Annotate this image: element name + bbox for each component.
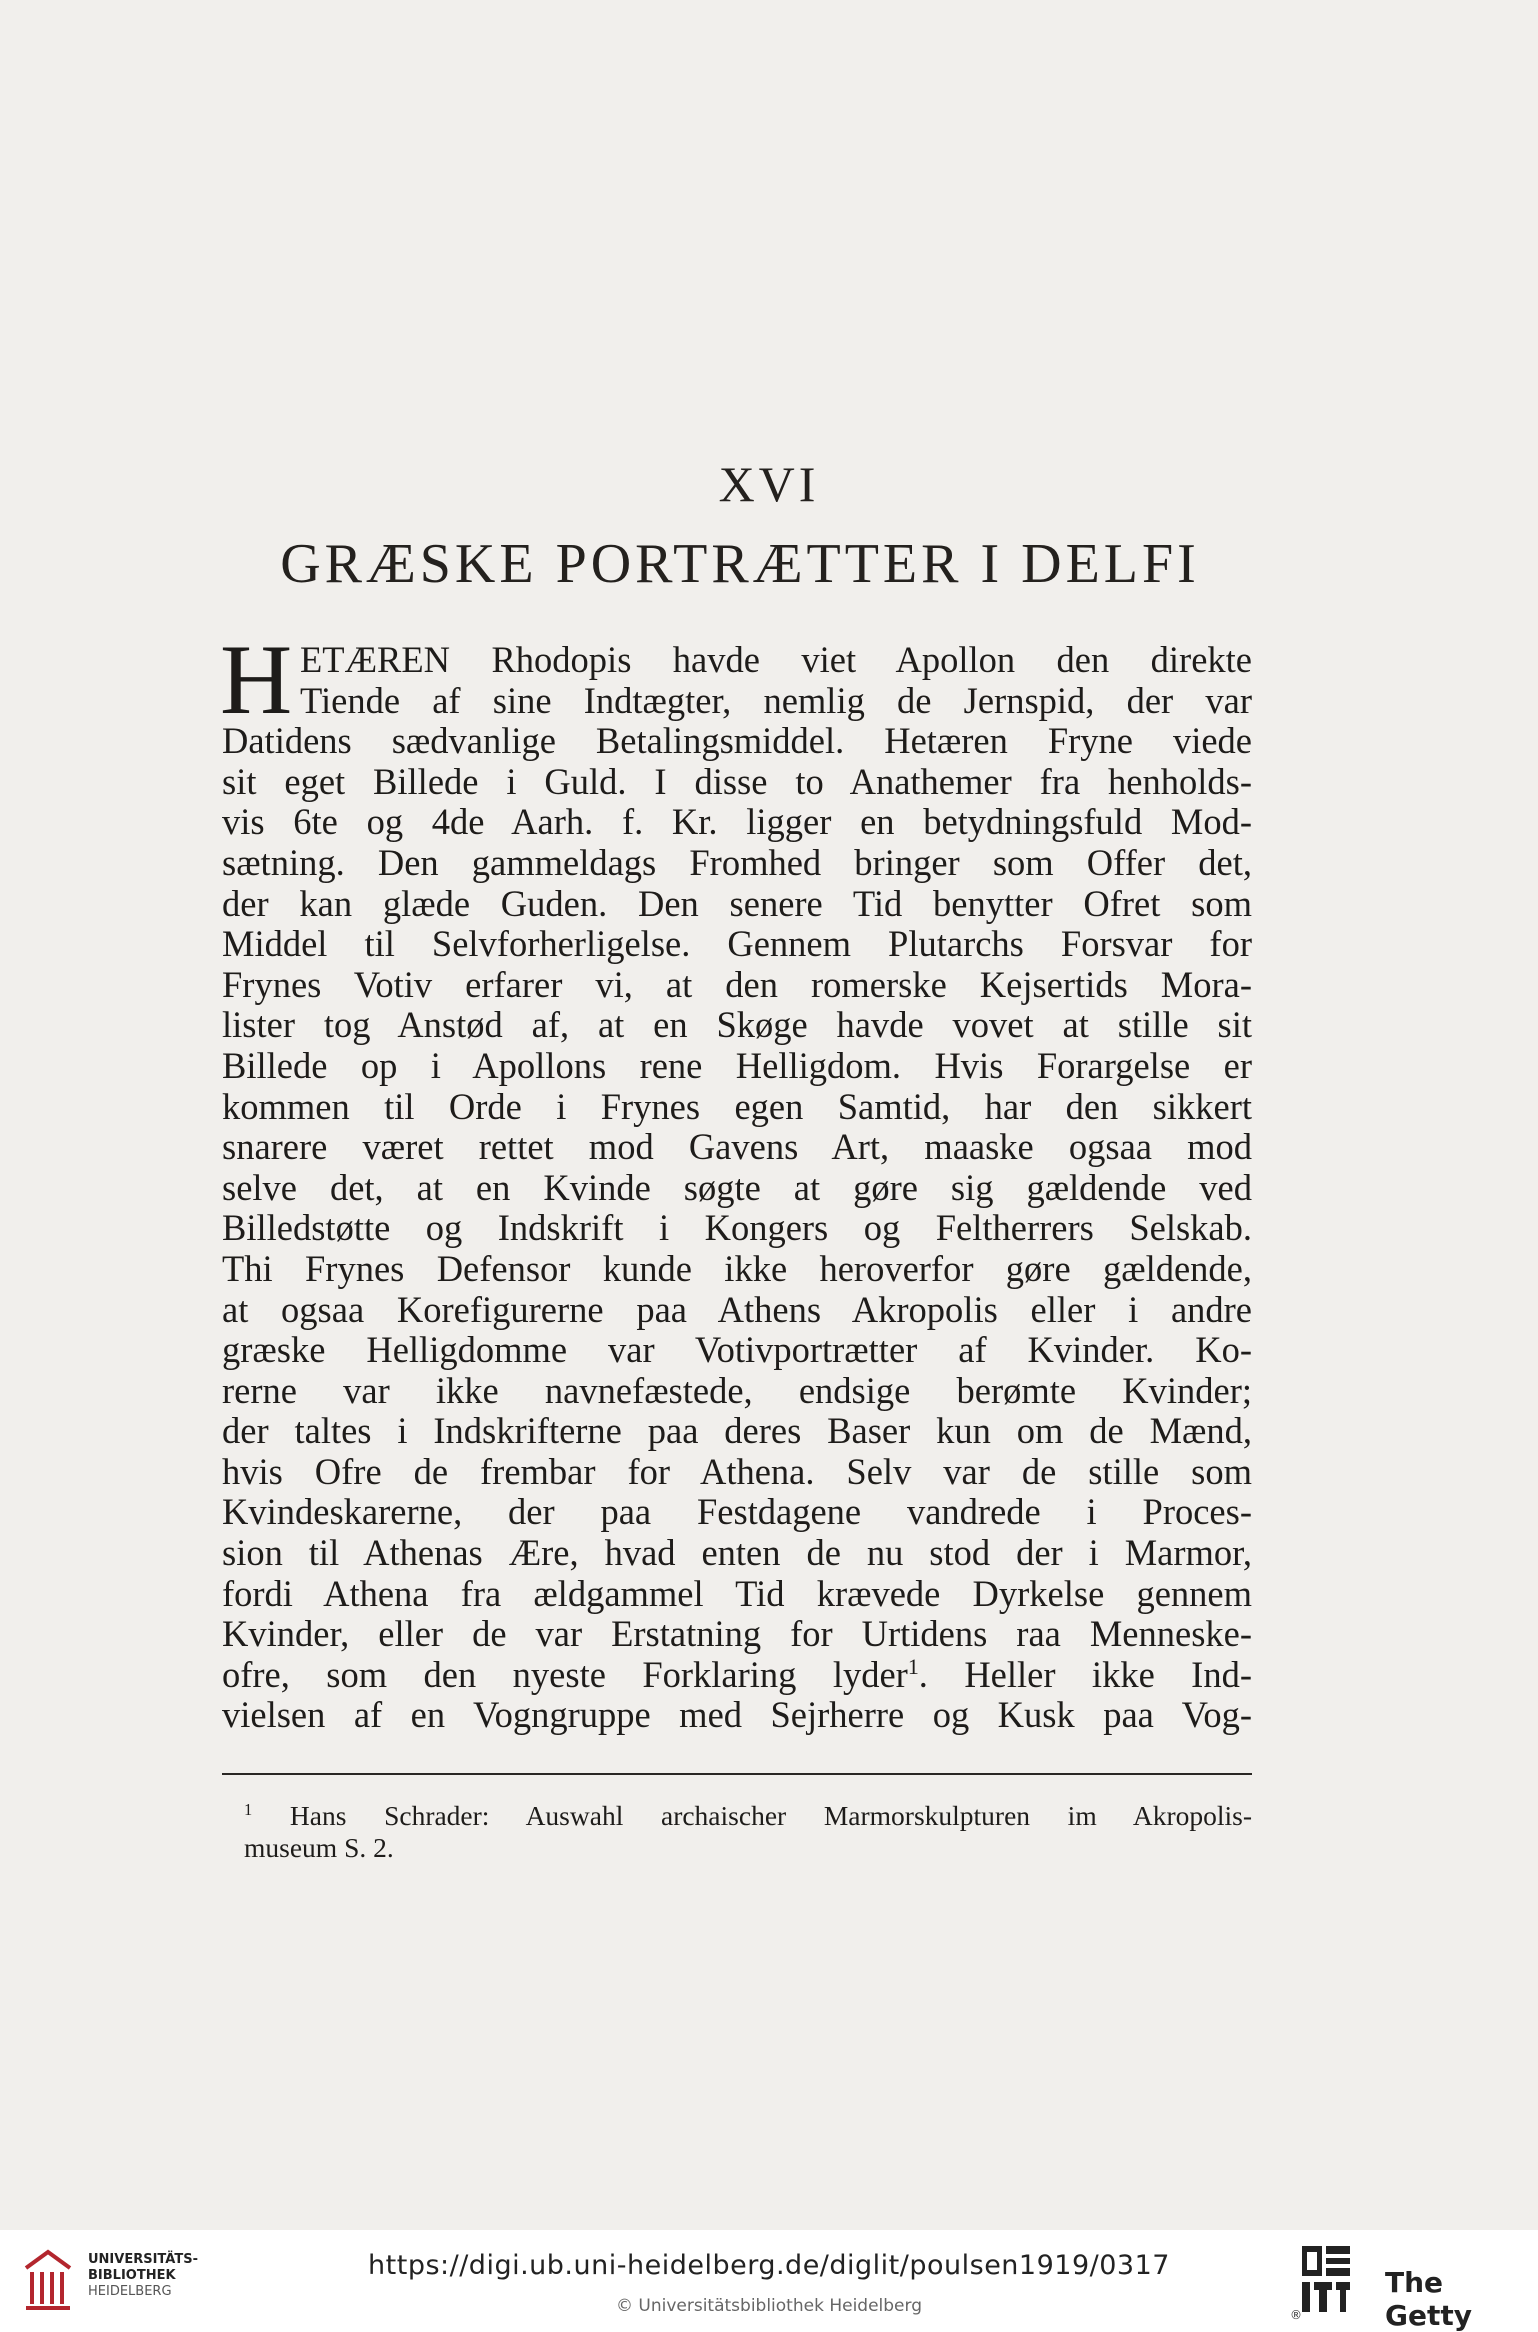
text-segment: ofre, som den nyeste Forklaring lyder xyxy=(222,1653,908,1695)
getty-logo-icon[interactable] xyxy=(1296,2242,1356,2316)
text-line: sætning. Den gammeldags Fromhed bringer som Offer det, xyxy=(222,841,1252,883)
partner-name: The Getty xyxy=(1385,2266,1472,2332)
chapter-number: XVI xyxy=(718,456,820,512)
copyright-notice: © Universitätsbibliothek Heidelberg xyxy=(615,2296,922,2316)
footnote-line: museum S. 2. xyxy=(244,1832,394,1863)
text-line: Kvindeskarerne, der paa Festdagene vandrede i Proces- xyxy=(222,1491,1252,1533)
text-line: Frynes Votiv erfarer vi, at den romerske Kejsertids Mora- xyxy=(222,963,1252,1005)
text-line: vielsen af en Vogngruppe med Sejrherre og Kusk paa Vog- xyxy=(222,1694,1252,1736)
text-line: der taltes i Indskrifterne paa deres Baser kun om de Mænd, xyxy=(222,1410,1252,1452)
library-name-line: BIBLIOTHEK xyxy=(88,2268,176,2283)
text-line: Thi Frynes Defensor kunde ikke heroverfor gøre gældende, xyxy=(222,1247,1252,1289)
footnote-divider xyxy=(222,1773,1252,1775)
text-line: rerne var ikke navnefæstede, endsige berømte Kvinder; xyxy=(222,1369,1252,1411)
text-line: selve det, at en Kvinde søgte at gøre sig gældende ved xyxy=(222,1166,1252,1208)
body-text xyxy=(220,624,1252,1736)
text-line: der kan glæde Guden. Den senere Tid benytter Ofret som xyxy=(222,882,1252,924)
footnote xyxy=(244,1800,1252,1864)
text-line: lister tog Anstød af, at en Skøge havde vovet at stille sit xyxy=(222,1004,1252,1046)
text-line: vis 6te og 4de Aarh. f. Kr. ligger en betydningsfuld Mod- xyxy=(222,801,1252,843)
text-line: Billedstøtte og Indskrift i Kongers og Feltherrers Selskab. xyxy=(222,1207,1252,1249)
text-line: fordi Athena fra ældgammel Tid krævede Dyrkelse gennem xyxy=(222,1572,1252,1614)
text-line: Middel til Selvforherligelse. Gennem Plutarchs Forsvar for xyxy=(222,923,1252,965)
registered-mark: ® xyxy=(1290,2308,1302,2322)
text-line: græske Helligdomme var Votivportrætter af Kvinder. Ko- xyxy=(222,1329,1252,1371)
text-line: Tiende af sine Indtægter, nemlig de Jernspid, der var xyxy=(300,679,1252,721)
text-line: snarere været rettet mod Gavens Art, maaske ogsaa mod xyxy=(222,1126,1252,1168)
viewer-footer xyxy=(0,2230,1538,2332)
permalink-url[interactable]: https://digi.ub.uni-heidelberg.de/diglit/poulsen1919/0317 xyxy=(368,2250,1170,2281)
chapter-title: GRÆSKE PORTRÆTTER I DELFI xyxy=(280,533,1200,595)
footnote-reference[interactable]: 1 xyxy=(907,1653,919,1679)
text-line: sit eget Billede i Guld. I disse to Anathemer fra henholds- xyxy=(222,760,1252,802)
text-segment: . Heller ikke Ind- xyxy=(918,1653,1252,1695)
text-line: Kvinder, eller de var Erstatning for Urtidens raa Menneske- xyxy=(222,1613,1252,1655)
library-name-line: UNIVERSITÄTS- xyxy=(88,2252,198,2267)
text-line: sion til Athenas Ære, hvad enten de nu stod der i Marmor, xyxy=(222,1532,1252,1574)
text-line: hvis Ofre de frembar for Athena. Selv var de stille som xyxy=(222,1450,1252,1492)
footnote-marker: 1 xyxy=(244,1799,253,1819)
text-line: Datidens sædvanlige Betalingsmiddel. Hetæren Fryne viede xyxy=(222,720,1252,762)
text-line-with-footnote xyxy=(222,1655,1252,1696)
text-line: Billede op i Apollons rene Helligdom. Hvis Forargelse er xyxy=(222,1044,1252,1086)
text-line: at ogsaa Korefigurerne paa Athens Akropolis eller i andre xyxy=(222,1288,1252,1330)
drop-cap: H xyxy=(220,624,293,735)
library-name-line: HEIDELBERG xyxy=(88,2284,172,2299)
footnote-line xyxy=(244,1800,1252,1832)
text-line: kommen til Orde i Frynes egen Samtid, har den sikkert xyxy=(222,1085,1252,1127)
footnote-text: Hans Schrader: Auswahl archaischer Marmorskulpturen im Akropolis- xyxy=(289,1800,1253,1831)
text-line: ETÆREN Rhodopis havde viet Apollon den direkte xyxy=(300,639,1252,680)
